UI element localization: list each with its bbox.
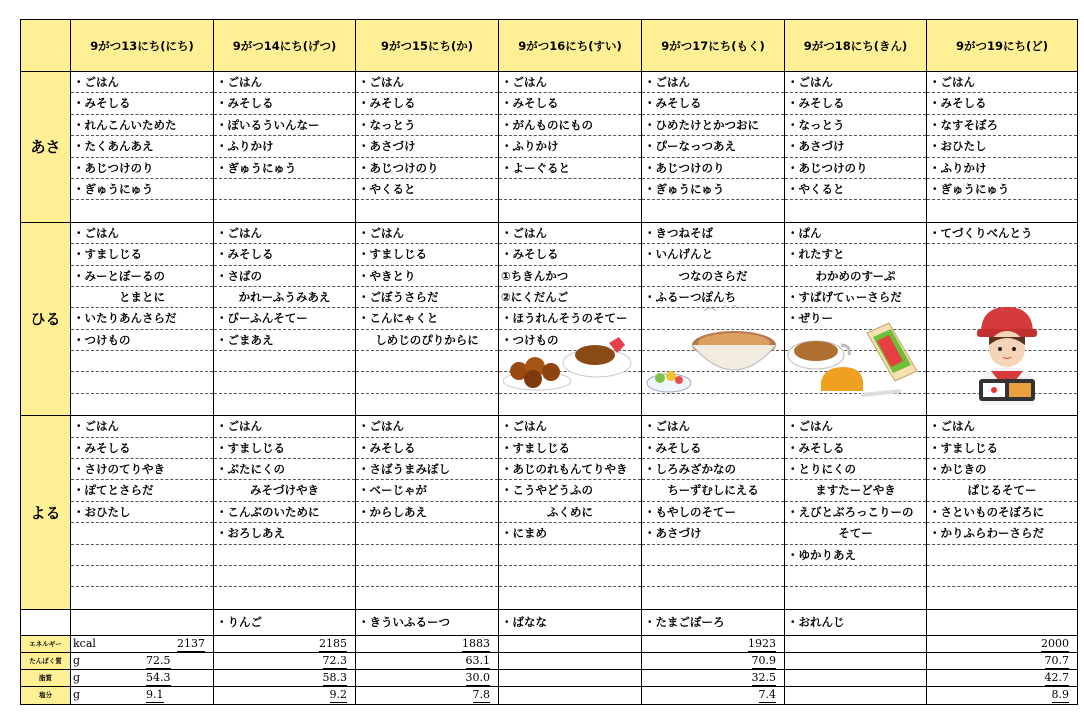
menu-line [642, 480, 784, 501]
nutrition-value: 7.4 [758, 688, 776, 702]
menu-cell [927, 416, 1078, 610]
menu-line: ・みそしる [356, 93, 498, 114]
menu-line [499, 502, 641, 523]
menu-line: ・ごはん [785, 416, 926, 437]
menu-line: ①ちきんかつ [499, 266, 641, 287]
menu-line: ・ほうれんそうのそてー [499, 308, 641, 329]
nutrition-value: 72.3 [322, 653, 347, 667]
menu-line: ・すぱげてぃーさらだ [785, 287, 926, 308]
menu-line: ・ふるーつぽんち [642, 287, 784, 308]
menu-line [71, 351, 213, 372]
menu-line: ・みそしる [71, 438, 213, 459]
menu-line: ②にくだんご [499, 287, 641, 308]
menu-line: ・すましじる [356, 244, 498, 265]
meal-row-2 [21, 416, 1078, 610]
menu-line [785, 523, 926, 544]
nutrition-value: 1883 [462, 636, 490, 650]
menu-line: ・ふりかけ [927, 158, 1077, 179]
menu-line [71, 372, 213, 393]
menu-line [71, 566, 213, 587]
nutrition-value-cell [642, 670, 785, 687]
menu-line [785, 480, 926, 501]
nutrition-value-cell [642, 687, 785, 704]
nutrition-label: 脂質 [21, 670, 71, 687]
menu-line [927, 566, 1077, 587]
menu-line [71, 545, 213, 566]
nutrition-value-cell [499, 635, 642, 652]
menu-line: ・ごはん [356, 223, 498, 244]
menu-line: ・ごまあえ [214, 330, 355, 351]
menu-line: ・しろみざかなの [642, 459, 784, 480]
nutrition-value: 9.1 [146, 688, 164, 702]
menu-line: ・あじつけのり [642, 158, 784, 179]
menu-line: ・すましじる [214, 438, 355, 459]
menu-line: ・とりにくの [785, 459, 926, 480]
menu-line [785, 566, 926, 587]
menu-line: ・やくると [356, 179, 498, 200]
menu-cell [785, 416, 927, 610]
menu-line [71, 394, 213, 415]
menu-line: ・つけもの [499, 330, 641, 351]
day-header: 9がつ18にち(きん) [785, 20, 927, 72]
menu-line: ・ぱん [785, 223, 926, 244]
menu-line [214, 566, 355, 587]
menu-line: ・ごはん [927, 416, 1077, 437]
menu-line: ・ぶたにくの [214, 459, 355, 480]
menu-line [71, 523, 213, 544]
nutrition-value-cell [71, 635, 214, 652]
menu-line: ・にまめ [499, 523, 641, 544]
menu-line [214, 351, 355, 372]
menu-line: ・よーぐると [499, 158, 641, 179]
menu-line: ・ぜりー [785, 308, 926, 329]
menu-line: ・みそしる [785, 438, 926, 459]
menu-line: ・ふりかけ [499, 136, 641, 157]
menu-line: ・ごはん [499, 416, 641, 437]
menu-line [214, 587, 355, 608]
menu-line: ・こんにゃくと [356, 308, 498, 329]
nutrition-unit: g [73, 688, 81, 702]
nutrition-value-cell [356, 670, 499, 687]
nutrition-value: 2137 [177, 636, 205, 650]
menu-line [785, 587, 926, 608]
nutrition-value: 54.3 [146, 671, 171, 685]
menu-line [71, 287, 213, 308]
menu-line: ・こんぶのいために [214, 502, 355, 523]
menu-item-cont: ぱじるそてー [967, 483, 1037, 498]
menu-item-cont: みそづけやき [250, 483, 319, 498]
menu-line [214, 179, 355, 200]
nutrition-value: 2185 [319, 636, 347, 650]
menu-line: ・なっとう [785, 115, 926, 136]
menu-cell [356, 416, 499, 610]
menu-line: ・ごはん [356, 416, 498, 437]
menu-line: ・べーじゃが [356, 480, 498, 501]
nutrition-value-cell [927, 652, 1078, 669]
nutrition-label: たんぱく質 [21, 652, 71, 669]
day-header: 9がつ14にち(げつ) [214, 20, 356, 72]
menu-line [499, 545, 641, 566]
nutrition-value: 1923 [748, 636, 776, 650]
menu-cell [927, 222, 1078, 416]
menu-line: ・みそしる [927, 93, 1077, 114]
menu-line: ・あじつけのり [785, 158, 926, 179]
soup-sandwich-icon [785, 315, 922, 409]
nutrition-value-cell [785, 670, 927, 687]
nutrition-value-cell [356, 635, 499, 652]
menu-line [927, 587, 1077, 608]
menu-line: ・ごはん [927, 72, 1077, 93]
nutrition-value: 72.5 [146, 653, 171, 667]
nutrition-value-cell [214, 652, 356, 669]
menu-line: ・ごはん [71, 72, 213, 93]
menu-line [499, 179, 641, 200]
menu-line [499, 587, 641, 608]
fruit-cell: ・りんご [214, 609, 356, 635]
menu-line [214, 200, 355, 221]
nutrition-value-cell [356, 687, 499, 704]
menu-cell [642, 222, 785, 416]
meal-label: あさ [21, 72, 71, 223]
menu-line: ・やくると [785, 179, 926, 200]
menu-line: ・みそしる [642, 438, 784, 459]
menu-line [927, 244, 1077, 265]
menu-line: ・さばの [214, 266, 355, 287]
menu-line: ・みそしる [356, 438, 498, 459]
menu-line: ・ぎゅうにゅう [927, 179, 1077, 200]
nutrition-label: エネルギー [21, 635, 71, 652]
menu-line: ・びーふんそてー [214, 308, 355, 329]
header-corner [21, 20, 71, 72]
menu-line: ・あじつけのり [356, 158, 498, 179]
menu-line [356, 545, 498, 566]
menu-line: ・さばうまみぼし [356, 459, 498, 480]
menu-line: ・ぽてとさらだ [71, 480, 213, 501]
menu-line [214, 394, 355, 415]
menu-line: ・あさづけ [642, 523, 784, 544]
menu-line [356, 566, 498, 587]
menu-item-cont: しめじのぴりからに [375, 332, 479, 347]
nutrition-value: 70.9 [751, 653, 776, 667]
menu-line: ・みそしる [642, 93, 784, 114]
menu-line: ・さといものそぼろに [927, 502, 1077, 523]
menu-line [642, 200, 784, 221]
fruit-cell [927, 609, 1078, 635]
menu-table [20, 19, 1078, 705]
nutrition-value-cell [71, 670, 214, 687]
menu-cell [71, 222, 214, 416]
nutrition-value-cell [642, 635, 785, 652]
menu-cell [356, 72, 499, 223]
nutrition-value-cell [356, 652, 499, 669]
menu-line [499, 200, 641, 221]
menu-line: ・ごはん [214, 223, 355, 244]
meal-row-1 [21, 222, 1078, 416]
nutrition-value-cell [642, 652, 785, 669]
nutrition-value: 42.7 [1044, 671, 1069, 685]
menu-line: ・すましじる [499, 438, 641, 459]
menu-line: ・きつねそば [642, 223, 784, 244]
menu-line: ・ごはん [356, 72, 498, 93]
menu-line [356, 351, 498, 372]
nutrition-value: 9.2 [329, 688, 347, 702]
menu-line: ・れたすと [785, 244, 926, 265]
menu-line [214, 287, 355, 308]
nutrition-value-cell [927, 635, 1078, 652]
nutrition-value: 8.9 [1051, 688, 1069, 702]
menu-cell [356, 222, 499, 416]
menu-cell [214, 72, 356, 223]
menu-line: ・みそしる [499, 93, 641, 114]
menu-line: ・ぎゅうにゅう [214, 158, 355, 179]
menu-line: ・みーとぼーるの [71, 266, 213, 287]
menu-item-cont: かれーふうみあえ [238, 289, 331, 304]
nutrition-value-cell [927, 687, 1078, 704]
nutrition-value-cell [71, 652, 214, 669]
menu-line: ・からしあえ [356, 502, 498, 523]
menu-line: ・なすそぼろ [927, 115, 1077, 136]
menu-line [642, 266, 784, 287]
menu-line: ・みそしる [499, 244, 641, 265]
day-header: 9がつ15にち(か) [356, 20, 499, 72]
menu-line: ・すましじる [71, 244, 213, 265]
menu-line: ・さけのてりやき [71, 459, 213, 480]
menu-cell [499, 72, 642, 223]
day-header: 9がつ13にち(にち) [71, 20, 214, 72]
menu-line: ・あさづけ [356, 136, 498, 157]
menu-line: ・ごはん [642, 72, 784, 93]
menu-cell [499, 416, 642, 610]
menu-line: ・てづくりべんとう [927, 223, 1077, 244]
meal-label: よる [21, 416, 71, 610]
menu-line [927, 480, 1077, 501]
menu-line [927, 266, 1077, 287]
nutrition-value-cell [785, 687, 927, 704]
day-header: 9がつ16にち(すい) [499, 20, 642, 72]
menu-line: ・かりふらわーさらだ [927, 523, 1077, 544]
menu-cell [642, 416, 785, 610]
menu-line [785, 200, 926, 221]
menu-line [356, 372, 498, 393]
menu-line: ・ごぼうさらだ [356, 287, 498, 308]
menu-line: ・ぽいるういんなー [214, 115, 355, 136]
nutrition-value: 32.5 [751, 671, 776, 685]
menu-cell [927, 72, 1078, 223]
menu-line: ・ふりかけ [214, 136, 355, 157]
menu-line: ・みそしる [214, 244, 355, 265]
menu-line: ・こうやどうふの [499, 480, 641, 501]
nutrition-unit: g [73, 653, 81, 667]
menu-line: ・いんげんと [642, 244, 784, 265]
menu-line [356, 200, 498, 221]
menu-line: ・ごはん [214, 416, 355, 437]
menu-line: ・あさづけ [785, 136, 926, 157]
menu-line [642, 566, 784, 587]
menu-item-cont: ふくめに [547, 504, 593, 519]
menu-line: ・ごはん [214, 72, 355, 93]
menu-line: ・おひたし [927, 136, 1077, 157]
nutrition-value-cell [499, 652, 642, 669]
menu-cell [214, 222, 356, 416]
fried-food-icon [499, 321, 638, 395]
nutrition-label: 塩分 [21, 687, 71, 704]
menu-line [356, 587, 498, 608]
menu-line: ・えびとぶろっこりーの [785, 502, 926, 523]
fruit-cell: ・たまごぼーろ [642, 609, 785, 635]
fruit-cell: ・ばなな [499, 609, 642, 635]
nutrition-value-cell [785, 635, 927, 652]
menu-cell [642, 72, 785, 223]
menu-line: ・ごはん [71, 416, 213, 437]
nutrition-value: 7.8 [472, 688, 490, 702]
menu-line: ・かじきの [927, 459, 1077, 480]
nutrition-value-cell [214, 670, 356, 687]
nutrition-value: 70.7 [1044, 653, 1069, 667]
menu-line: ・みそしる [785, 93, 926, 114]
menu-item-cont: ますたーどやき [815, 483, 896, 498]
menu-cell [785, 222, 927, 416]
menu-line: ・みそしる [71, 93, 213, 114]
menu-line: ・ぎゅうにゅう [71, 179, 213, 200]
meal-label: ひる [21, 222, 71, 416]
nutrition-value: 63.1 [465, 653, 490, 667]
fruit-cell: ・きういふるーつ [356, 609, 499, 635]
nutrition-unit: g [73, 671, 81, 685]
menu-line: ・ごはん [499, 223, 641, 244]
menu-line: ・いたりあんさらだ [71, 308, 213, 329]
menu-line: ・おひたし [71, 502, 213, 523]
menu-item-cont: そてー [838, 526, 873, 541]
menu-line: ・すましじる [927, 438, 1077, 459]
menu-line: ・ぴーなっつあえ [642, 136, 784, 157]
menu-line [214, 480, 355, 501]
menu-line [785, 266, 926, 287]
menu-line: ・ごはん [71, 223, 213, 244]
menu-line: ・あじつけのり [71, 158, 213, 179]
menu-cell [785, 72, 927, 223]
menu-line [356, 394, 498, 415]
menu-line: ・れんこんいためた [71, 115, 213, 136]
menu-line [71, 200, 213, 221]
menu-line [642, 587, 784, 608]
meal-row-0 [21, 72, 1078, 223]
menu-cell [214, 416, 356, 610]
menu-line [71, 587, 213, 608]
menu-line: ・なっとう [356, 115, 498, 136]
soba-bowl-icon [644, 305, 784, 404]
menu-line [927, 545, 1077, 566]
nutrition-value-cell [214, 687, 356, 704]
nutrition-value-cell [71, 687, 214, 704]
menu-line [499, 566, 641, 587]
fruit-label [21, 609, 71, 635]
menu-item-cont: とまとに [119, 289, 165, 304]
menu-cell [499, 222, 642, 416]
menu-item-cont: わかめのすーぷ [815, 268, 896, 283]
menu-line: ・たくあんあえ [71, 136, 213, 157]
nutrition-value-cell [499, 670, 642, 687]
nutrition-unit: kcal [73, 636, 96, 650]
nutrition-value: 2000 [1041, 636, 1069, 650]
menu-line: ・がんものにもの [499, 115, 641, 136]
menu-line [214, 372, 355, 393]
nutrition-value-cell [214, 635, 356, 652]
menu-line: ・ごはん [642, 416, 784, 437]
bento-chef-icon [967, 297, 1047, 411]
menu-cell [71, 416, 214, 610]
day-header: 9がつ17にち(もく) [642, 20, 785, 72]
menu-line: ・ひめたけとかつおに [642, 115, 784, 136]
menu-line [927, 200, 1077, 221]
menu-line: ・やきとり [356, 266, 498, 287]
menu-line: ・つけもの [71, 330, 213, 351]
menu-line: ・おろしあえ [214, 523, 355, 544]
menu-line [356, 330, 498, 351]
fruit-cell: ・おれんじ [785, 609, 927, 635]
menu-cell [71, 72, 214, 223]
nutrition-value-cell [499, 687, 642, 704]
menu-line [356, 523, 498, 544]
menu-line: ・ごはん [785, 72, 926, 93]
menu-line: ・ぎゅうにゅう [642, 179, 784, 200]
nutrition-value: 30.0 [465, 671, 490, 685]
menu-line: ・みそしる [214, 93, 355, 114]
menu-line: ・ゆかりあえ [785, 545, 926, 566]
menu-line [214, 545, 355, 566]
nutrition-value-cell [785, 652, 927, 669]
nutrition-value-cell [927, 670, 1078, 687]
menu-line: ・あじのれもんてりやき [499, 459, 641, 480]
menu-line [499, 394, 641, 415]
fruit-cell [71, 609, 214, 635]
menu-item-cont: ちーずむしにえる [667, 483, 759, 498]
menu-line: ・もやしのそてー [642, 502, 784, 523]
menu-item-cont: つなのさらだ [678, 268, 748, 283]
menu-line [642, 545, 784, 566]
nutrition-value: 58.3 [322, 671, 347, 685]
day-header: 9がつ19にち(ど) [927, 20, 1078, 72]
menu-line: ・ごはん [499, 72, 641, 93]
